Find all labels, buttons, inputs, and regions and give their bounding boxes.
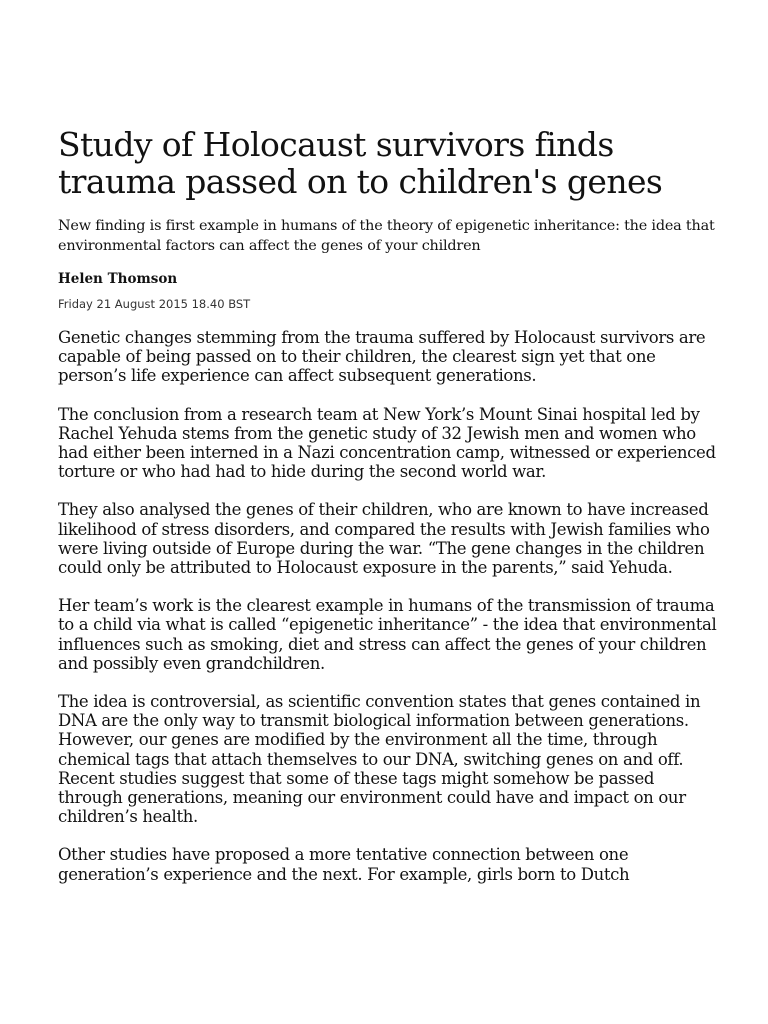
publish-date: Friday 21 August 2015 18.40 BST — [58, 297, 251, 311]
body-paragraph: They also analysed the genes of their children, who are known to have increased likelihood of stress disorders, and compared the results with Jewish families who were living outside of Europe during the war. “The gene changes in the children could only be attributed to Holocaust exposure in the parents,” said Yehuda. — [58, 500, 710, 578]
body-paragraph: The conclusion from a research team at New York’s Mount Sinai hospital led by Rachel Yehuda stems from the genetic study of 32 Jewish men and women who had either been interned in a Nazi concentration camp, witnessed or experienced torture or who had had to hide during the second world war. — [58, 404, 716, 482]
body-paragraph: Her team’s work is the clearest example in humans of the transmission of trauma to a child via what is called “epigenetic inheritance” - the idea that environmental influences such as smoking, diet and stress can affect the genes of your children and possibly even grandchildren. — [58, 596, 717, 673]
headline: Study of Holocaust survivors finds trauma passed on to children's genes — [58, 125, 663, 201]
body-paragraph: Other studies have proposed a more tentative connection between one generation’s experience and the next. For example, girls born to Dutch — [58, 845, 630, 884]
article — [58, 126, 718, 903]
standfirst: New finding is first example in humans of the theory of epigenetic inheritance: the idea that environmental factors can affect the genes of your children — [58, 218, 715, 254]
author-byline[interactable]: Helen Thomson — [58, 271, 178, 287]
body-paragraph: Genetic changes stemming from the trauma suffered by Holocaust survivors are capable of being passed on to their children, the clearest sign yet that one person’s life experience can affect subsequent generations. — [58, 328, 706, 386]
article-body — [58, 328, 718, 884]
body-paragraph: The idea is controversial, as scientific convention states that genes contained in DNA are the only way to transmit biological information between generations. However, our genes are modified by the environment all the time, through chemical tags that attach themselves to our DNA, switching genes on and off. Recent studies suggest that some of these tags might somehow be passed through generations, meaning our environment could have and impact on our children’s health. — [58, 692, 701, 827]
